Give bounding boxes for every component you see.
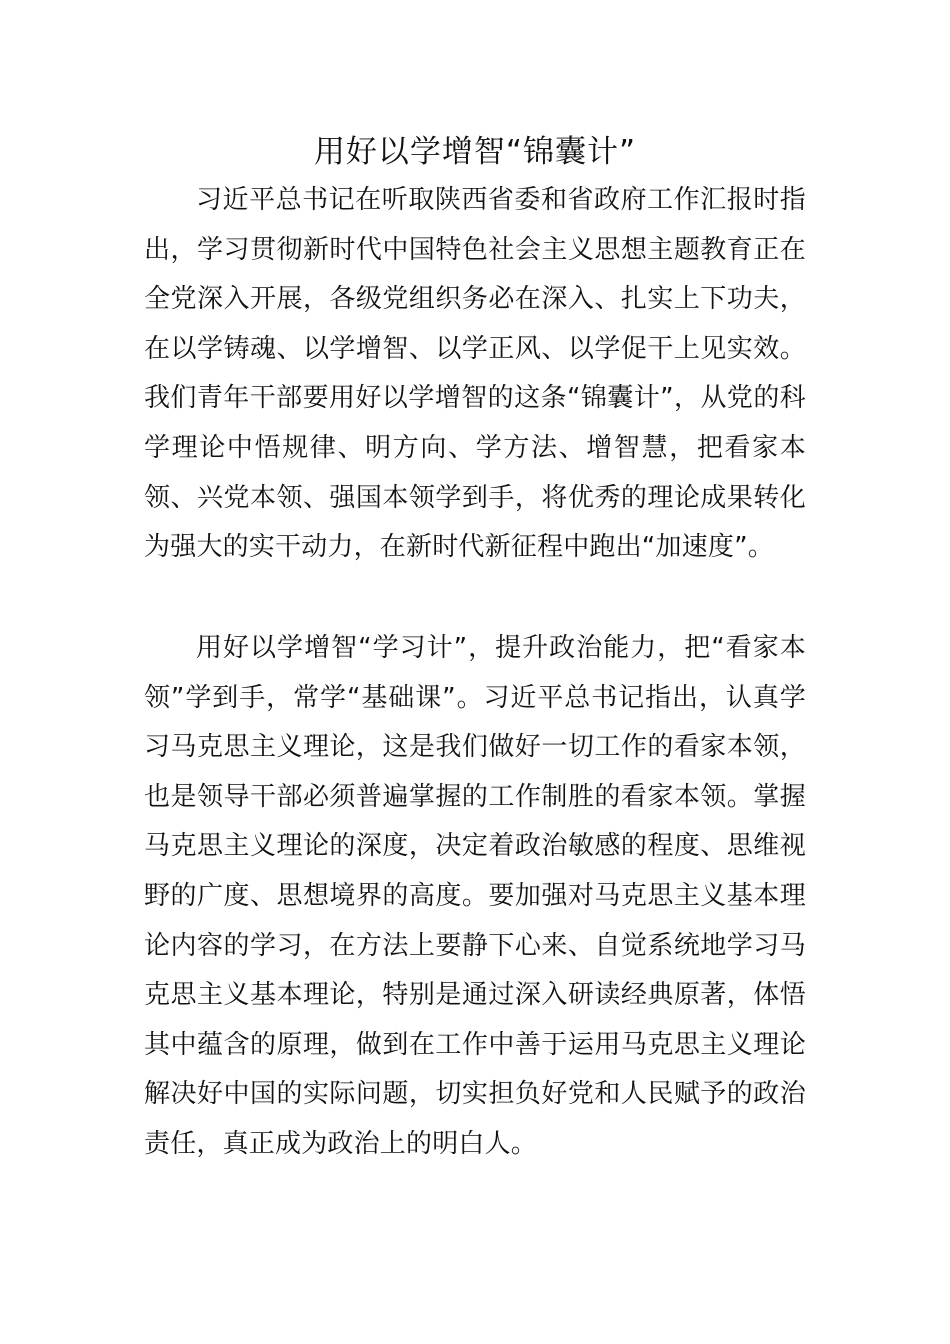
document-title: 用好以学增智“锦囊计”: [313, 134, 637, 170]
paragraph-1: 习近平总书记在听取陕西省委和省政府工作汇报时指出，学习贯彻新时代中国特色社会主义思想主题教育正在全党深入开展，各级党组织务必在深入、扎实上下功夫，在以学铸魂、以学增智、以学正风、以学促干上见实效。我们青年干部要用好以学增智的这条“锦囊计”，从党的科学理论中悟规律、明方向、学方法、增智慧，把看家本领、兴党本领、强国本领学到手，将优秀的理论成果转化为强大的实干动力，在新时代新征程中跑出“加速度”。: [144, 185, 806, 563]
paragraph-2: 用好以学增智“学习计”，提升政治能力，把“看家本领”学到手，常学“基础课”。习近平总书记指出，认真学习马克思主义理论，这是我们做好一切工作的看家本领，也是领导干部必须普遍掌握的工作制胜的看家本领。掌握马克思主义理论的深度，决定着政治敏感的程度、思维视野的广度、思想境界的高度。要加强对马克思主义基本理论内容的学习，在方法上要静下心来、自觉系统地学习马克思主义基本理论，特别是通过深入研读经典原著，体悟其中蕴含的原理，做到在工作中善于运用马克思主义理论解决好中国的实际问题，切实担负好党和人民赋予的政治责任，真正成为政治上的明白人。: [144, 633, 806, 1159]
